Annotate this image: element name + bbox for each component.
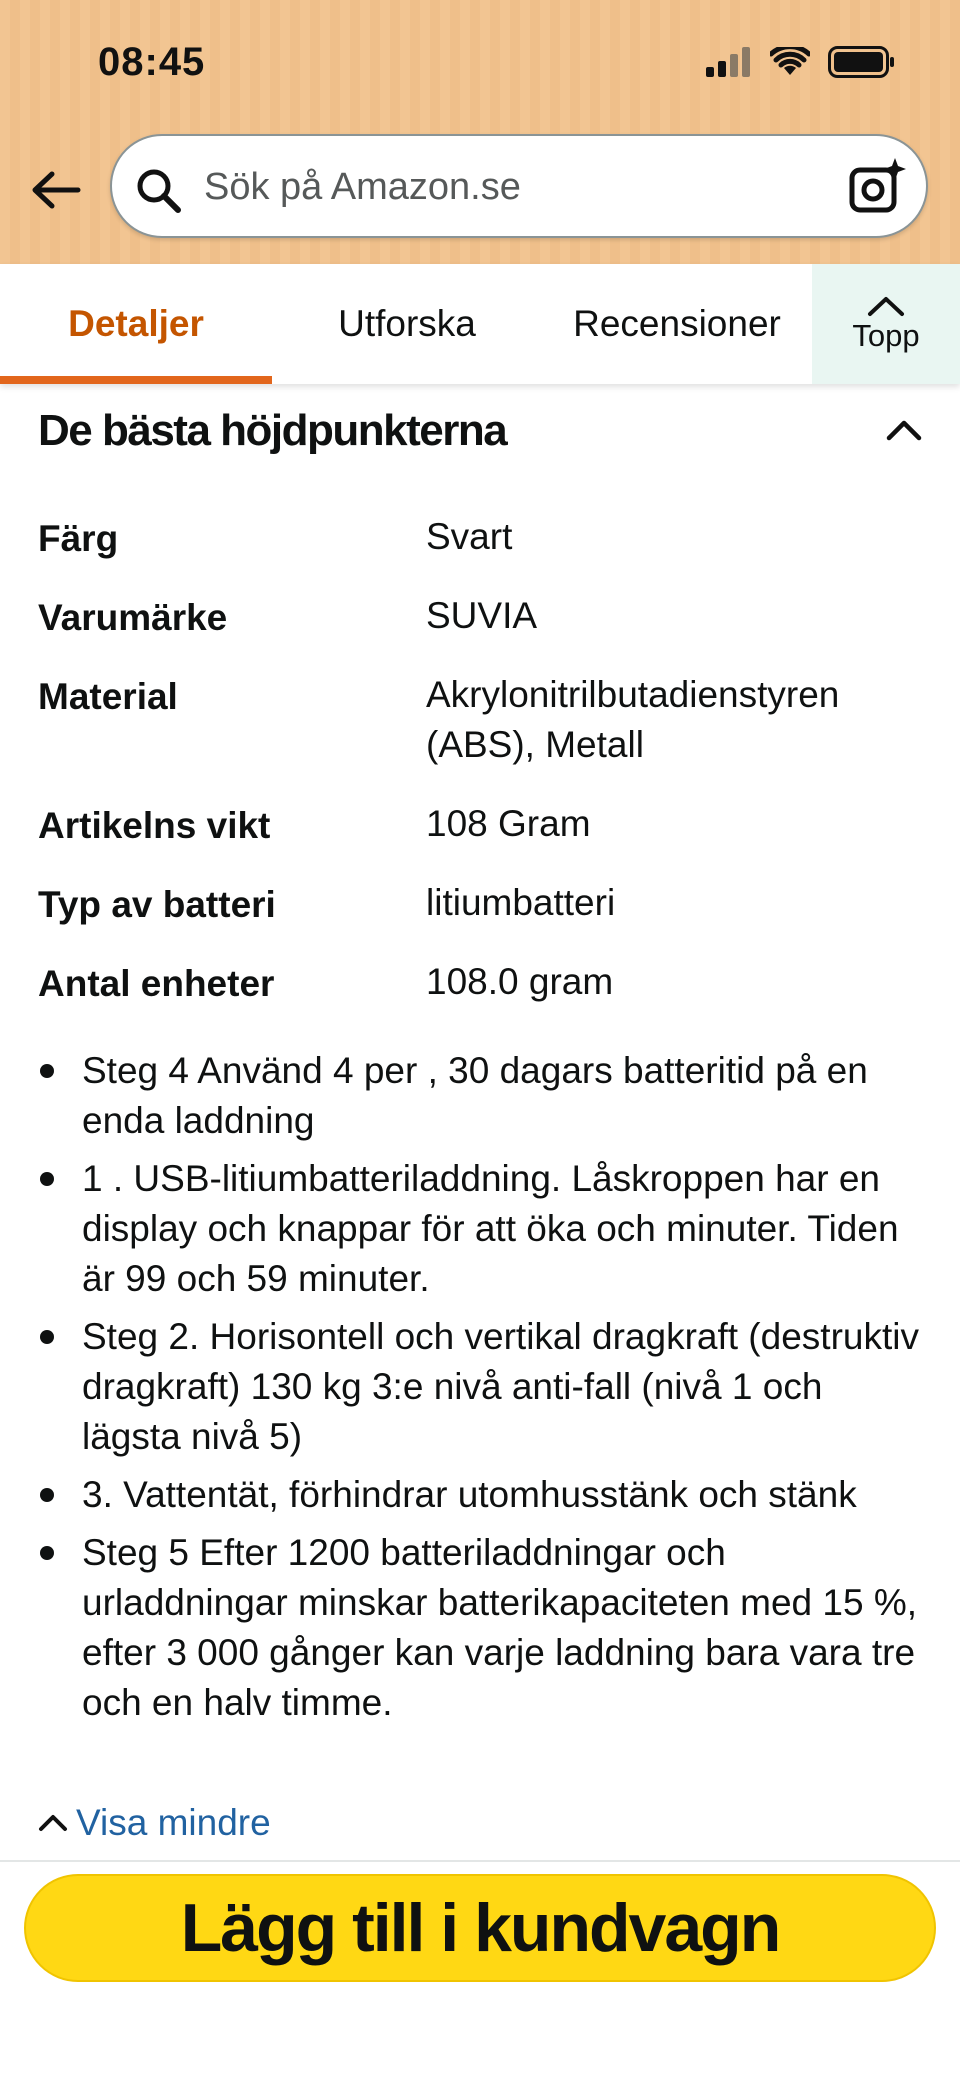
- tab-bar: [0, 264, 960, 384]
- tab-explore-label: Utforska: [338, 303, 476, 344]
- status-time: 08:45: [98, 40, 206, 84]
- feature-bullet: [38, 1154, 928, 1304]
- battery-icon: [828, 46, 896, 78]
- spec-key: Material: [38, 676, 178, 717]
- feature-bullet-text: Steg 4 Använd 4 per , 30 dagars batteritid på en enda laddning: [82, 1050, 868, 1141]
- back-button[interactable]: [26, 160, 86, 220]
- spec-value: 108.0 gram: [426, 961, 614, 1002]
- tab-details-label: Detaljer: [68, 303, 204, 344]
- spec-key: Antal enheter: [38, 963, 275, 1004]
- tab-reviews-label: Recensioner: [573, 303, 781, 344]
- feature-bullet-text: Steg 5 Efter 1200 batteriladdningar och urladdningar minskar batterikapaciteten med 15 %, efter 3 000 gånger kan varje laddning bara vara tre och en halv timme.: [82, 1532, 918, 1723]
- tab-details[interactable]: [0, 264, 272, 384]
- spec-value: Svart: [426, 516, 513, 557]
- bullet-dot-icon: [40, 1546, 54, 1560]
- feature-bullet: [38, 1312, 928, 1462]
- status-icons: [706, 46, 896, 78]
- spec-key: Färg: [38, 518, 119, 559]
- back-arrow-icon: [30, 170, 82, 210]
- spec-key: Varumärke: [38, 597, 228, 638]
- search-box[interactable]: [110, 134, 928, 238]
- feature-bullet: [38, 1470, 928, 1520]
- search-input[interactable]: [204, 156, 784, 218]
- search-icon: [134, 166, 184, 216]
- feature-bullet-text: 1 . USB-litiumbatteriladdning. Låskroppen har en display och knappar för att öka och minuter. Tiden är 99 och 59 minuter.: [82, 1158, 899, 1299]
- tab-top-label: Topp: [852, 318, 920, 353]
- feature-bullet: [38, 1046, 928, 1146]
- bullet-dot-icon: [40, 1488, 54, 1502]
- spec-value: 108 Gram: [426, 803, 591, 844]
- chevron-up-icon: [866, 294, 906, 318]
- header: [0, 0, 960, 264]
- feature-bullet-text: Steg 2. Horisontell och vertikal dragkraft (destruktiv dragkraft) 130 kg 3:e nivå anti-fall (nivå 1 och lägsta nivå 5): [82, 1316, 919, 1457]
- collapse-chevron-icon[interactable]: [884, 410, 924, 450]
- add-to-cart-button[interactable]: Lägg till i kundvagn: [24, 1874, 936, 1982]
- bullet-dot-icon: [40, 1330, 54, 1344]
- tab-explore[interactable]: [272, 264, 542, 384]
- wifi-icon: [770, 47, 810, 77]
- bullet-dot-icon: [40, 1064, 54, 1078]
- tab-reviews[interactable]: [542, 264, 812, 384]
- tab-top[interactable]: [812, 264, 960, 384]
- spec-value: litiumbatteri: [426, 882, 616, 923]
- spec-key: Typ av batteri: [38, 884, 276, 925]
- show-less-link[interactable]: [38, 1802, 271, 1844]
- active-tab-underline: [0, 376, 272, 384]
- spec-value: Akrylonitrilbutadienstyren (ABS), Metall: [426, 674, 840, 765]
- camera-search-icon[interactable]: [846, 156, 908, 218]
- cellular-signal-icon: [706, 47, 752, 77]
- feature-bullet-list: [38, 1046, 928, 1736]
- feature-bullet-text: 3. Vattentät, förhindrar utomhusstänk och stänk: [82, 1474, 857, 1515]
- spec-key: Artikelns vikt: [38, 805, 271, 846]
- spec-value: SUVIA: [426, 595, 538, 636]
- bullet-dot-icon: [40, 1172, 54, 1186]
- show-less-label: Visa mindre: [76, 1802, 271, 1843]
- section-title: De bästa höjdpunkterna: [38, 406, 507, 455]
- feature-bullet: [38, 1528, 928, 1728]
- chevron-up-icon: [38, 1812, 68, 1834]
